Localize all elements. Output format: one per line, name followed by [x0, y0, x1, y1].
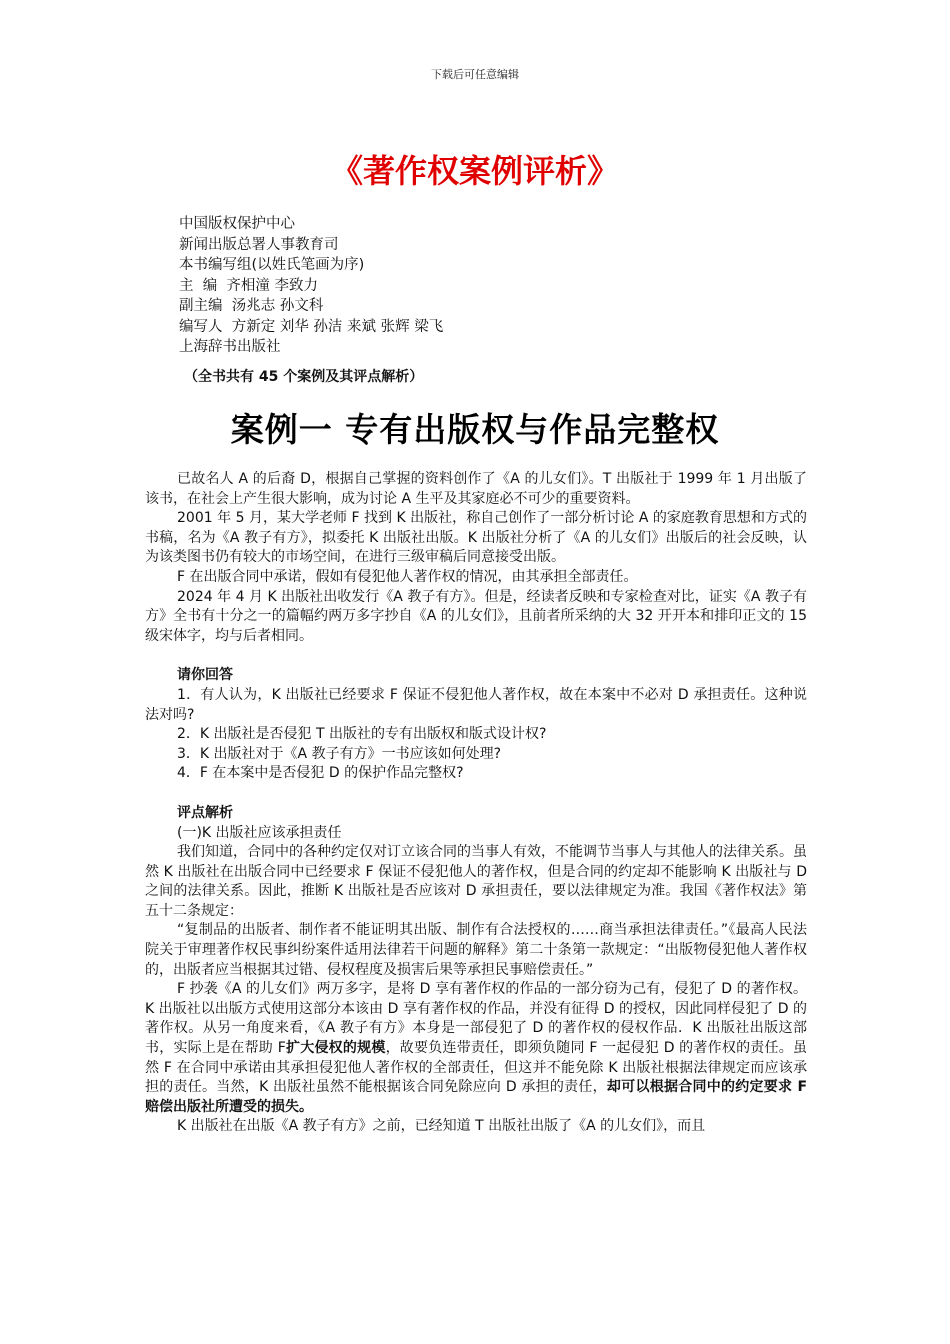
paragraph: 2024 年 4 月 K 出版社出收发行《A 教子有方》。但是，经读者反映和专家检查对比，证实《A 教子有方》全书有十分之一的篇幅约两万多字抄自《A 的儿女们》，且前者所采纳的大 32 开开本和排印正文的 15 级宋体字，均与后者相同。: [145, 588, 807, 644]
case-count-note: （全书共有 45 个案例及其评点解析）: [184, 369, 424, 385]
paragraph: 2001 年 5 月，某大学老师 F 找到 K 出版社，称自己创作了一部分析讨论 A 的家庭教育思想和方式的书稿，名为《A 教子有方》，拟委托 K 出版社出版。K 出版社分析了《A 的儿女们》出版后的社会反映，认为该类图书仍有较大的市场空间，在进行三级审稿后同意接受出版。: [145, 510, 807, 566]
meta-line: 本书编写组(以姓氏笔画为序): [179, 257, 365, 273]
meta-line: 新闻出版总署人事教育司: [179, 236, 339, 253]
paragraph: 我们知道，合同中的各种约定仅对订立该合同的当事人有效，不能调节当事人与其他人的法律关系。虽然 K 出版社在出版合同中已经要求 F 保证不侵犯他人的著作权，但是合同的约定却不能影响 K 出版社与 D 之间的法律关系。因此，推断 K 出版社是否应该对 D 承担责任，要以法律规定为准。我国《著作权法》第五十二条规定：: [145, 844, 807, 919]
paragraph: [145, 980, 807, 1117]
meta-line: 中国版权保护中心: [179, 216, 295, 232]
paragraph: K 出版社在出版《A 教子有方》之前，已经知道 T 出版社出版了《A 的儿女们》，而且: [177, 1118, 706, 1135]
emphasis-text: 扩大侵权的规模: [285, 1040, 386, 1057]
analysis-subheading: (一)K 出版社应该承担责任: [177, 824, 342, 841]
questions-heading: 请你回答: [177, 667, 233, 684]
text-run: F 抄袭《A 的儿女们》两万多字，是将 D 享有著作权的作品的一部分窃为己有，侵犯了 D 的著作权。K 出版社以出版方式使用这部分本该由 D 享有著作权的作品，并没有征得 D 的授权，因此同样侵犯了 D 的著作权。从另一角度来看，《A 教子有方》本身是一部侵犯了 D 的著作权的侵权作品．K 出版社出版这部书，实际上是在帮助 F: [145, 981, 807, 1057]
question-item: 1．有人认为，K 出版社已经要求 F 保证不侵犯他人著作权，故在本案中不必对 D 承担责任。这种说法对吗?: [145, 686, 807, 723]
document-body: [145, 470, 807, 1137]
page-header: 下载后可任意编辑: [431, 68, 519, 81]
paragraph: “复制品的出版者、制作者不能证明其出版、制作有合法授权的……商当承担法律责任。”《最高人民法院关于审理著作权民事纠纷案件适用法律若干问题的解释》第二十条第一款规定：“出版物侵犯他人著作权的，出版者应当根据其过错、侵权程度及损害后果等承担民事赔偿责任。”: [145, 922, 807, 978]
case-title: 案例一 专有出版权与作品完整权: [230, 410, 720, 449]
analysis-heading: 评点解析: [177, 804, 233, 821]
question-item: 2．K 出版社是否侵犯 T 出版社的专有出版权和版式设计权?: [177, 726, 547, 743]
question-item: 4．F 在本案中是否侵犯 D 的保护作品完整权?: [177, 765, 464, 782]
paragraph: F 在出版合同中承诺，假如有侵犯他人著作权的情况，由其承担全部责任。: [177, 568, 638, 585]
paragraph: 已故名人 A 的后裔 D，根据自己掌握的资料创作了《A 的儿女们》。T 出版社于 1999 年 1 月出版了该书，在社会上产生很大影响，成为讨论 A 生平及其家庭必不可少的重要资料。: [145, 471, 807, 507]
meta-line: 主 编 齐相潼 李致力: [179, 277, 319, 294]
meta-line: 上海辞书出版社: [179, 339, 281, 355]
question-item: 3．K 出版社对于《A 教子有方》一书应该如何处理?: [177, 745, 501, 762]
meta-line: 编写人 方新定 刘华 孙洁 来斌 张辉 梁飞: [179, 318, 444, 335]
emphasis-text: 却可以根据合同中的约定要求 F 赔偿出版社所遭受的损失。: [145, 1079, 808, 1115]
meta-line: 副主编 汤兆志 孙文科: [179, 298, 324, 314]
book-meta: [179, 214, 443, 358]
book-title: 《著作权案例评析》: [330, 152, 619, 190]
text-run: ，故要负连带责任，即须负随同 F 一起侵犯 D 的著作权的责任。虽然 F 在合同中承诺由其承担侵犯他人著作权的全部责任，但这并不能免除 K 出版社根据法律规定而应该承担的责任。当然，K 出版社虽然不能根据该合同免除应向 D 承担的责任，: [145, 1040, 807, 1096]
